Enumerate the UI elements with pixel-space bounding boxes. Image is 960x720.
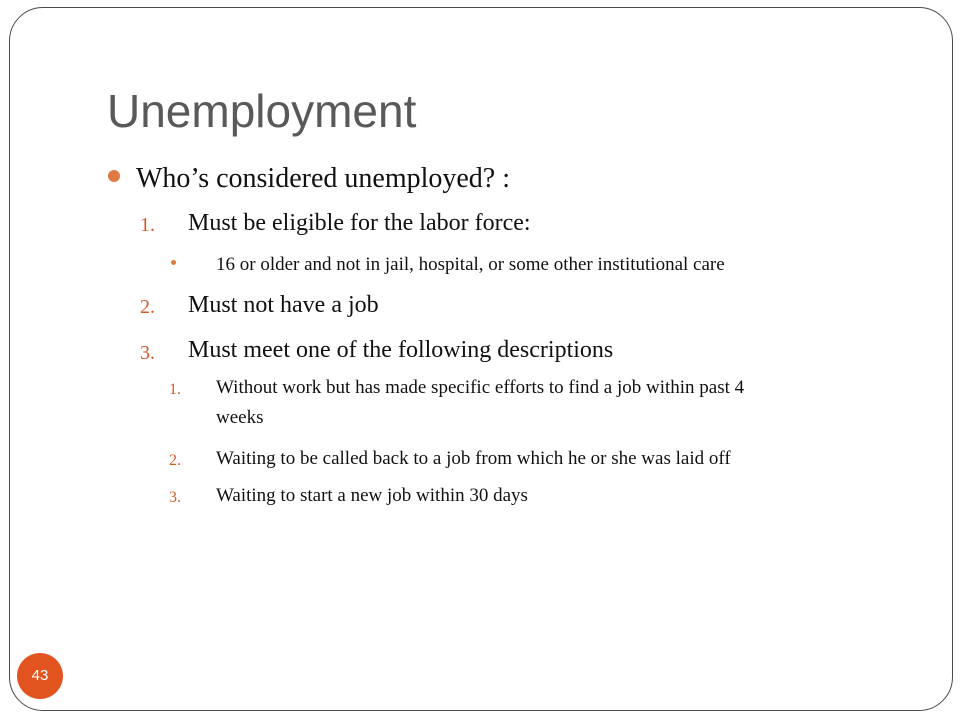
sub-item-2-text: Waiting to be called back to a job from which he or she was laid off (216, 448, 731, 469)
sub-item-3-number: 3. (169, 489, 181, 506)
sub-item-1-line-1: Without work but has made specific efforts to find a job within past 4 (216, 377, 745, 398)
criterion-3-text: Must meet one of the following descriptions (188, 337, 614, 363)
sub-item-1-line-2: weeks (216, 407, 264, 428)
question-text: Who’s considered unemployed? : (136, 163, 511, 194)
sub-item-1-number: 1. (169, 381, 181, 398)
criterion-2-text: Must not have a job (188, 292, 379, 318)
sub-item-3-text: Waiting to start a new job within 30 days (216, 485, 528, 506)
criterion-3-number: 3. (140, 342, 155, 364)
criterion-1-number: 1. (140, 214, 155, 236)
page-number-badge: 43 (17, 653, 63, 699)
slide-title: Unemployment (107, 85, 417, 137)
criterion-1-detail: 16 or older and not in jail, hospital, or some other institutional care (216, 254, 725, 275)
sub-item-2-number: 2. (169, 452, 181, 469)
criterion-2-number: 2. (140, 296, 155, 318)
criterion-1-text: Must be eligible for the labor force: (188, 210, 531, 236)
bullet-dot-icon (108, 170, 120, 182)
sub-bullet-dot-icon (171, 260, 176, 265)
